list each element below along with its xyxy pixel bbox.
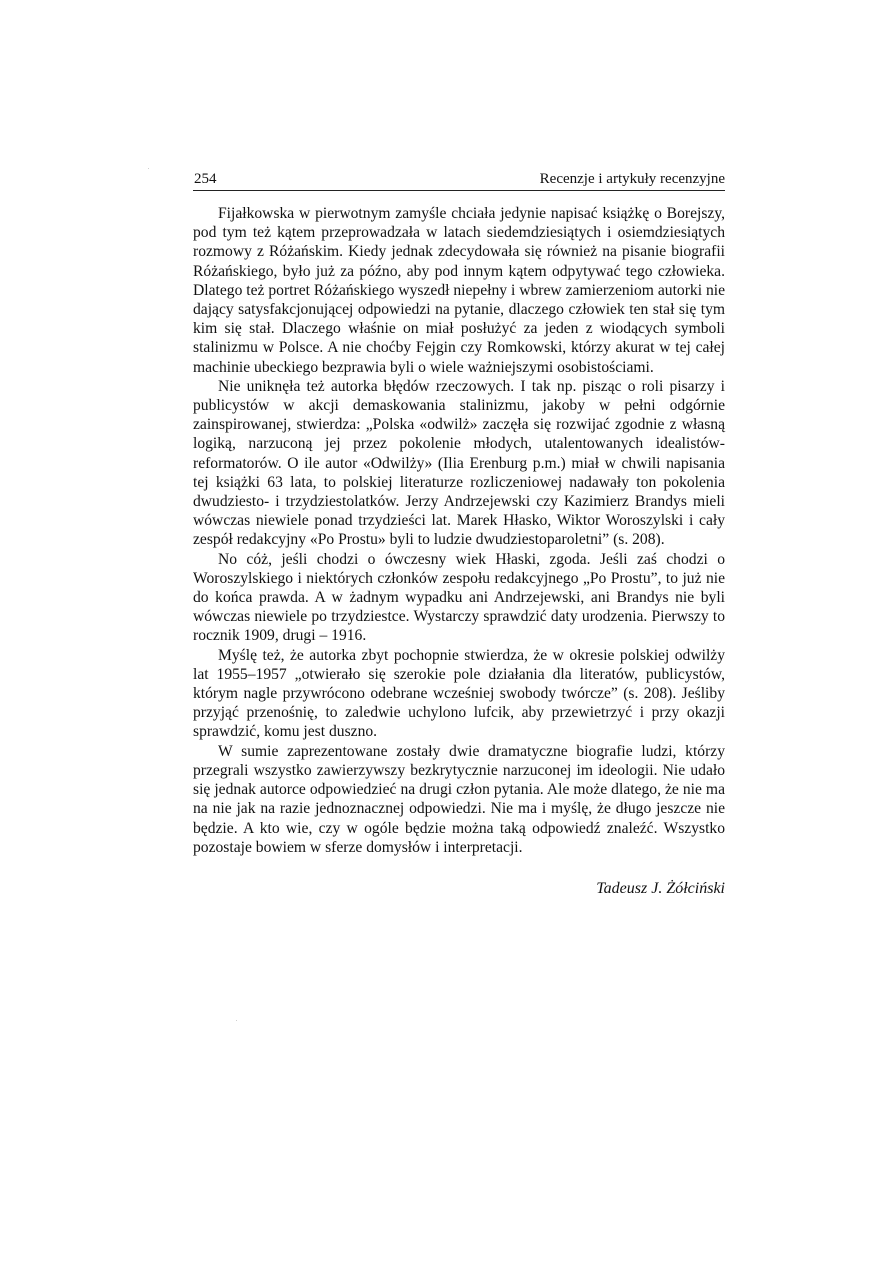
scan-speck [236, 1020, 237, 1021]
document-page [193, 168, 725, 899]
paragraph: Nie uniknęła też autorka błędów rzeczowych. I tak np. pisząc o roli pisarzy i publicystów w akcji demaskowania stalinizmu, jakoby w pełni odgórnie zainspirowanej, stwierdza: „Polska «odwilż» zaczęła się rozwijać zgodnie z własną logiką, narzuconą jej przez pokolenie młodych, utalentowanych idealistów-reformatorów. O ile autor «Odwilży» (Ilia Erenburg p.m.) miał w chwili napisania tej książki 63 lata, to polskiej literaturze rozliczeniowej nadawały ton pokolenia dwudziesto- i trzydziestolatków. Jerzy Andrzejewski czy Kazimierz Brandys mieli wówczas niewiele ponad trzydzieści lat. Marek Hłasko, Wiktor Woroszylski i cały zespół redakcyjny «Po Prostu» byli to ludzie dwudziestoparoletni” (s. 208). [193, 377, 725, 549]
author-signature: Tadeusz J. Żółciński [596, 879, 725, 897]
paragraph: No cóż, jeśli chodzi o ówczesny wiek Hłaski, zgoda. Jeśli zaś chodzi o Woroszylskiego i niektórych członków zespołu redakcyjnego „Po Prostu”, to już nie do końca prawda. A w żadnym wypadku ani Andrzejewski, ani Brandys nie byli wówczas niewiele po trzydziestce. Wystarczy sprawdzić daty urodzenia. Pierwszy to rocznik 1909, drugi – 1916. [193, 550, 725, 645]
section-title: Recenzje i artykuły recenzyjne [539, 171, 725, 187]
paragraph: Fijałkowska w pierwotnym zamyśle chciała jedynie napisać książkę o Borejszy, pod tym też kątem przeprowadzała w latach siedemdziesiątych i osiemdziesiątych rozmowy z Różańskim. Kiedy jednak zdecydowała się również na pisanie biografii Różańskiego, było już za późno, aby pod innym kątem odpytywać tego człowieka. Dlatego też portret Różańskiego wyszedł niepełny i wbrew zamierzeniom autorki nie dający satysfakcjonującej odpowiedzi na pytanie, dlaczego człowiek ten stał się tym kim się stał. Dlaczego właśnie on miał posłużyć za jeden z wiodących symboli stalinizmu w Polsce. A nie choćby Fejgin czy Romkowski, którzy akurat w tej całej machinie ubeckiego bezprawia byli o wiele ważniejszymi osobistościami. [193, 205, 725, 376]
scan-speck [148, 168, 149, 169]
paragraph: Myślę też, że autorka zbyt pochopnie stwierdza, że w okresie polskiej odwilży lat 1955–1957 „otwierało się szerokie pole działania dla literatów, publicystów, którym nagle przywrócono odebrane wcześniej swobody twórcze” (s. 208). Jeśliby przyjąć przenośnię, to zaledwie uchylono lufcik, aby przewietrzyć i przy okazji sprawdzić, komu jest duszno. [193, 646, 725, 741]
paragraph: W sumie zaprezentowane zostały dwie dramatyczne biografie ludzi, którzy przegrali wszystko zawierzywszy bezkrytycznie narzuconej im ideologii. Nie udało się jednak autorce odpowiedzieć na drugi człon pytania. Ale może dlatego, że nie ma na nie jak na razie jednoznacznej odpowiedzi. Nie ma i myślę, że długo jeszcze nie będzie. A kto wie, czy w ogóle będzie można taką odpowiedź znaleźć. Wszystko pozostaje bowiem w sferze domysłów i interpretacji. [193, 742, 725, 856]
article-body [193, 204, 725, 857]
page-number: 254 [194, 171, 217, 187]
running-header [193, 168, 725, 191]
